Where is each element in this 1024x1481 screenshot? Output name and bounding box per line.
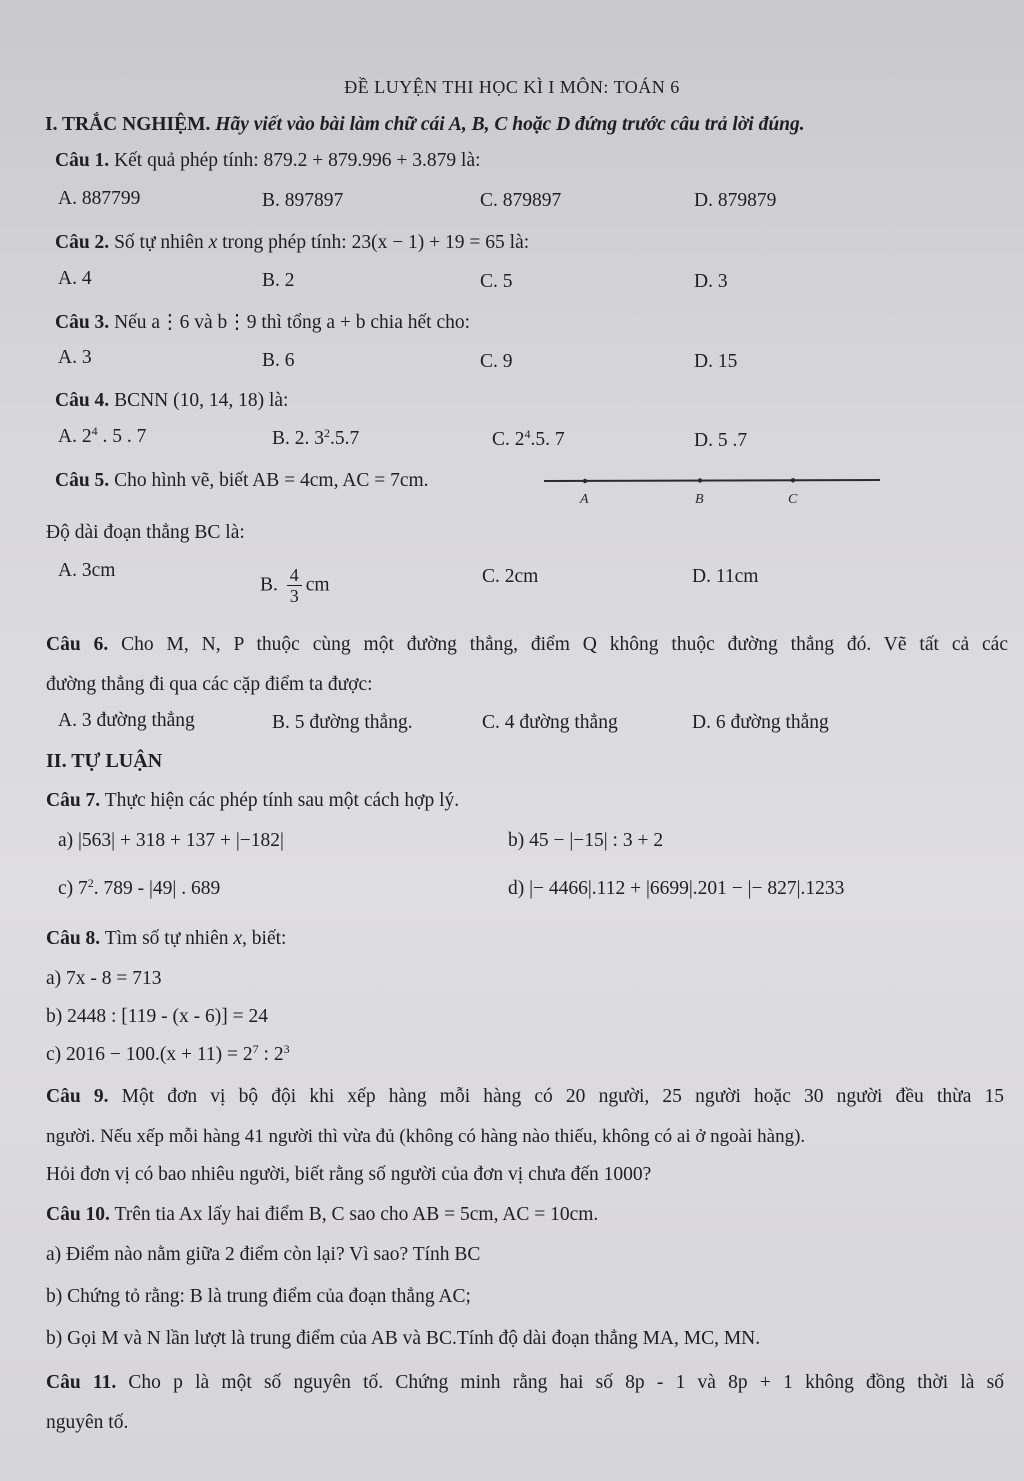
q4-text: BCNN (10, 14, 18) là: xyxy=(114,390,289,411)
q6-text-2: đường thẳng đi qua các cặp điểm ta được: xyxy=(46,674,373,695)
q7-c-exponent: 2 xyxy=(87,876,94,890)
q2-label: Câu 2. xyxy=(55,232,110,253)
q2-option-b: B. 2 xyxy=(262,270,295,291)
q7-part-d: d) |− 4466|.112 + |6699|.201 − |− 827|.1233 xyxy=(508,878,845,899)
q2-text-pre: Số tự nhiên xyxy=(114,232,209,253)
q8-c-text: c) 2016 − 100.(x + 11) = 2 xyxy=(46,1044,253,1065)
q5-b-letter: B. xyxy=(260,574,278,596)
q8-part-c xyxy=(46,1042,290,1068)
q5-point-a-label: A xyxy=(580,492,589,507)
question-1 xyxy=(55,148,481,174)
q8-part-a: a) 7x - 8 = 713 xyxy=(46,968,162,989)
q11-text-1: Cho p là một số nguyên tố. Chứng minh rằng hai số 8p - 1 và 8p + 1 không đồng thời là số xyxy=(128,1372,1004,1393)
q5-point-b-label: B xyxy=(695,492,704,507)
question-7 xyxy=(46,788,459,814)
q8-c-divide: : 2 xyxy=(258,1044,284,1065)
q5-b-denominator: 3 xyxy=(289,586,299,606)
q2-variable: x xyxy=(208,232,218,253)
question-6-line-1 xyxy=(46,632,1008,658)
q5-text: Cho hình vẽ, biết AB = 4cm, AC = 7cm. xyxy=(114,470,429,491)
q4-b-exponent: 2 xyxy=(324,426,331,440)
q1-label: Câu 1. xyxy=(55,150,110,171)
q6-label: Câu 6. xyxy=(46,634,109,655)
q7-part-b: b) 45 − |−15| : 3 + 2 xyxy=(508,830,664,851)
q11-label: Câu 11. xyxy=(46,1372,117,1393)
q7-c-base: c) 7 xyxy=(58,878,88,899)
q5-option-d: D. 11cm xyxy=(692,566,759,587)
q9-label: Câu 9. xyxy=(46,1086,109,1107)
q7-label: Câu 7. xyxy=(46,790,101,811)
q2-text-post: trong phép tính: 23(x − 1) + 19 = 65 là: xyxy=(217,232,530,253)
q3-text: Nếu a⋮6 và b⋮9 thì tổng a + b chia hết cho: xyxy=(114,312,471,333)
q10-part-a: a) Điểm nào nằm giữa 2 điểm còn lại? Vì sao? Tính BC xyxy=(46,1244,481,1265)
q7-c-rest: . 789 - |49| . 689 xyxy=(93,878,221,899)
q5-b-unit: cm xyxy=(305,574,330,596)
q3-option-b: B. 6 xyxy=(262,350,295,371)
q4-a-rest: . 5 . 7 xyxy=(97,426,147,447)
q10-part-c: b) Gọi M và N lần lượt là trung điểm của AB và BC.Tính độ dài đoạn thẳng MA, MC, MN. xyxy=(46,1328,761,1349)
q10-text: Trên tia Ax lấy hai điểm B, C sao cho AB = 5cm, AC = 10cm. xyxy=(114,1204,599,1225)
q8-c-exponent-2: 3 xyxy=(283,1042,290,1056)
q1-option-c: C. 879897 xyxy=(480,190,562,211)
q5-label: Câu 5. xyxy=(55,470,110,491)
q10-part-b: b) Chứng tỏ rằng: B là trung điểm của đoạn thẳng AC; xyxy=(46,1286,471,1307)
q6-option-c: C. 4 đường thẳng xyxy=(482,712,618,733)
q10-label: Câu 10. xyxy=(46,1204,110,1225)
question-5 xyxy=(55,468,429,494)
q4-label: Câu 4. xyxy=(55,390,110,411)
q5-figure xyxy=(540,468,890,508)
q5-b-numerator: 4 xyxy=(287,565,302,586)
q5-line xyxy=(544,480,880,481)
q5-point-a-dot xyxy=(583,479,587,483)
part1-heading: I. TRẮC NGHIỆM. xyxy=(45,114,211,135)
q11-text-2: nguyên tố. xyxy=(46,1412,129,1433)
q3-option-d: D. 15 xyxy=(694,351,738,372)
q7-part-a: a) |563| + 318 + 137 + |−182| xyxy=(58,830,284,851)
q3-label: Câu 3. xyxy=(55,312,110,333)
q6-option-d: D. 6 đường thẳng xyxy=(692,712,829,733)
q3-option-a: A. 3 xyxy=(58,347,92,368)
q1-option-a: A. 887799 xyxy=(58,188,141,209)
question-10 xyxy=(46,1202,598,1228)
q8-variable: x xyxy=(233,928,243,949)
q9-text-2: người. Nếu xếp mỗi hàng 41 người thì vừa đủ (không có hàng nào thiếu, không có ai ở ngoài hàng). xyxy=(46,1126,806,1147)
q6-option-a: A. 3 đường thẳng xyxy=(58,710,195,731)
q4-c-exponent: 4 xyxy=(524,427,531,441)
question-2 xyxy=(55,230,529,256)
q8-label: Câu 8. xyxy=(46,928,101,949)
question-4 xyxy=(55,388,288,414)
q4-b-base: B. 2. 3 xyxy=(272,428,325,449)
q5-point-c-dot xyxy=(791,478,795,482)
question-11-line-1 xyxy=(46,1370,1004,1396)
q7-part-c xyxy=(58,878,220,900)
q9-text-1: Một đơn vị bộ đội khi xếp hàng mỗi hàng có 20 người, 25 người hoặc 30 người đều thừa 15 xyxy=(121,1086,1005,1107)
q8-text-pre: Tìm số tự nhiên xyxy=(104,928,234,949)
q2-option-a: A. 4 xyxy=(58,268,92,289)
q4-option-b xyxy=(272,428,359,450)
question-9-line-1 xyxy=(46,1084,1004,1110)
q3-option-c: C. 9 xyxy=(480,351,513,372)
q5-subquestion: Độ dài đoạn thẳng BC là: xyxy=(46,522,245,543)
q8-text-post: , biết: xyxy=(242,928,287,949)
q7-text: Thực hiện các phép tính sau một cách hợp lý. xyxy=(104,790,460,811)
part1-instruction: Hãy viết vào bài làm chữ cái A, B, C hoặc D đứng trước câu trả lời đúng. xyxy=(215,114,805,135)
question-3 xyxy=(55,310,470,336)
q1-text: Kết quả phép tính: 879.2 + 879.996 + 3.879 là: xyxy=(114,150,481,171)
q2-option-d: D. 3 xyxy=(694,271,728,292)
exam-title: ĐỀ LUYỆN THI HỌC KÌ I MÔN: TOÁN 6 xyxy=(344,77,680,97)
q5-option-c: C. 2cm xyxy=(482,566,539,587)
q8-c-exponent-1: 7 xyxy=(252,1042,259,1056)
q6-option-b: B. 5 đường thẳng. xyxy=(272,712,413,733)
part2-heading: II. TỰ LUẬN xyxy=(46,750,163,772)
q6-text-1: Cho M, N, P thuộc cùng một đường thẳng, điểm Q không thuộc đường thẳng đó. Vẽ tất cả các xyxy=(121,634,1008,655)
q5-option-a: A. 3cm xyxy=(58,560,116,581)
q5-option-b xyxy=(260,565,330,606)
q4-option-d: D. 5 .7 xyxy=(694,430,748,451)
q9-text-3: Hỏi đơn vị có bao nhiêu người, biết rằng số người của đơn vị chưa đến 1000? xyxy=(46,1164,652,1185)
q4-b-rest: .5.7 xyxy=(330,428,360,449)
q4-option-a xyxy=(58,426,146,448)
q1-option-b: B. 897897 xyxy=(262,190,344,211)
part1-line xyxy=(45,112,805,138)
q4-c-base: C. 2 xyxy=(492,429,525,450)
q4-a-base: A. 2 xyxy=(58,426,92,447)
q5-point-c-label: C xyxy=(788,492,798,507)
q5-b-fraction xyxy=(287,565,302,606)
q1-option-d: D. 879879 xyxy=(694,190,777,211)
q2-option-c: C. 5 xyxy=(480,271,513,292)
q4-c-rest: .5. 7 xyxy=(530,429,565,450)
q4-a-exponent: 4 xyxy=(91,424,98,438)
q5-point-b-dot xyxy=(698,478,702,482)
question-8 xyxy=(46,926,286,952)
q8-part-b: b) 2448 : [119 - (x - 6)] = 24 xyxy=(46,1006,269,1027)
q4-option-c xyxy=(492,429,565,451)
